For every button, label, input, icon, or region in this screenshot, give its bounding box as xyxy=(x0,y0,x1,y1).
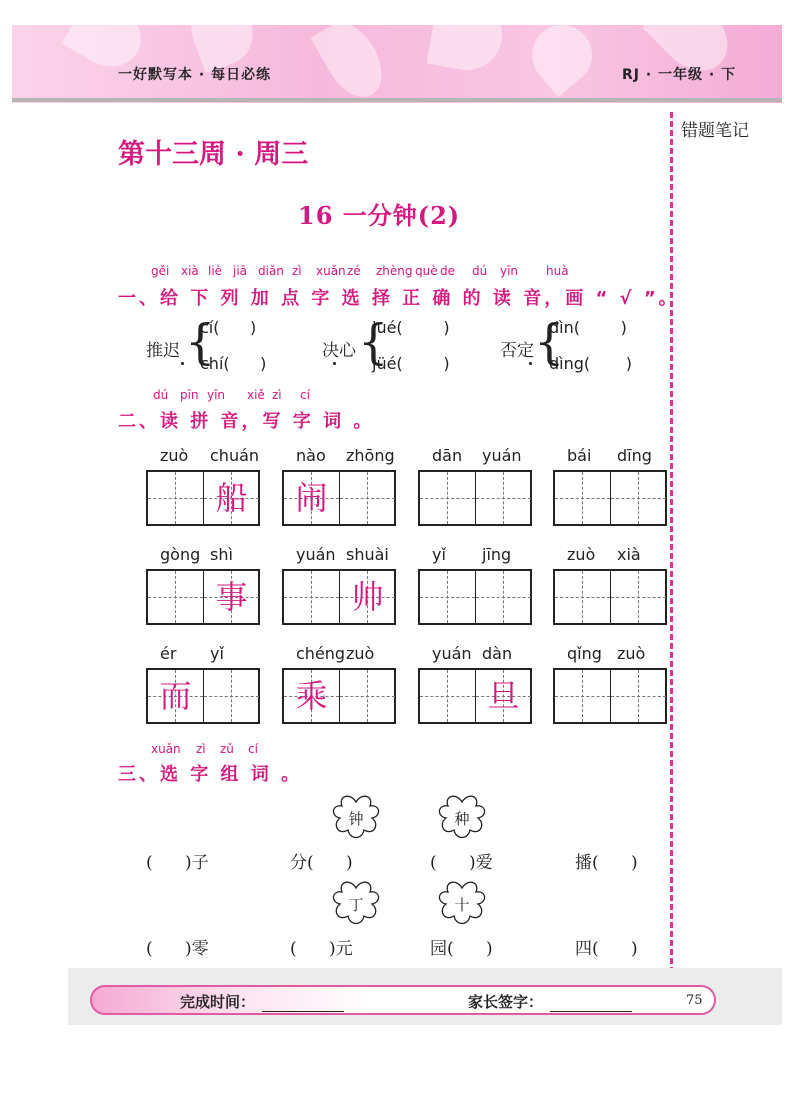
handwritten-char: 旦 xyxy=(487,677,520,715)
grid-cell[interactable] xyxy=(610,571,666,623)
handwritten-char: 闹 xyxy=(295,479,328,517)
grid-pinyin: dàn xyxy=(482,644,513,663)
fill-blank[interactable]: ( )爱 xyxy=(430,853,493,873)
week-title: 第十三周 · 周三 xyxy=(118,139,309,170)
guide-line-vertical xyxy=(175,571,176,623)
q1-option-3a[interactable]: dìn( ) xyxy=(549,318,627,337)
grid-pinyin: yuán xyxy=(482,446,522,465)
writing-grid[interactable] xyxy=(418,569,532,625)
grid-cell[interactable] xyxy=(339,670,395,722)
grid-pinyin: yǐ xyxy=(210,644,224,663)
grid-cell[interactable] xyxy=(610,670,666,722)
page-number: 75 xyxy=(686,993,703,1008)
handwritten-char: 而 xyxy=(159,677,192,715)
guide-line-vertical xyxy=(231,670,232,722)
pinyin-annotation: yīn xyxy=(207,388,226,402)
fill-blank[interactable]: ( )子 xyxy=(146,853,209,873)
grid-pinyin: dān xyxy=(432,446,463,465)
guide-line-vertical xyxy=(638,472,639,524)
flower-char: 钟 xyxy=(348,810,364,828)
handwritten-char: 事 xyxy=(215,578,248,616)
grid-cell[interactable] xyxy=(555,472,610,524)
flower-char: 丁 xyxy=(348,896,364,914)
pinyin-annotation: dú xyxy=(153,388,169,402)
pinyin-annotation: xuǎn xyxy=(151,742,181,756)
pinyin-annotation: diǎn xyxy=(258,264,284,278)
parent-signature-label: 家长签字： xyxy=(468,993,544,1011)
grid-pinyin: qǐng xyxy=(567,644,602,663)
section2-title: 二、读 拼 音，写 字 词 。 xyxy=(118,411,375,432)
q1-option-2a[interactable]: jué( ) xyxy=(372,318,450,337)
grid-cell[interactable] xyxy=(284,472,339,524)
handwritten-char: 乘 xyxy=(295,677,328,715)
grid-pinyin: zuò xyxy=(346,644,375,663)
grid-cell[interactable] xyxy=(284,670,339,722)
grid-cell[interactable] xyxy=(555,670,610,722)
grid-cell[interactable] xyxy=(339,472,395,524)
grid-cell[interactable] xyxy=(148,571,203,623)
handwritten-char: 帅 xyxy=(351,578,384,616)
emphasis-dot xyxy=(529,362,532,365)
grid-pinyin: shì xyxy=(210,545,233,564)
handwritten-char: 船 xyxy=(215,479,248,517)
q1-option-1b[interactable]: chí( ) xyxy=(200,354,267,373)
grid-cell[interactable] xyxy=(420,472,475,524)
writing-grid[interactable] xyxy=(282,668,396,724)
header-series-title: 一好默写本 · 每日必练 xyxy=(118,67,272,83)
guide-line-vertical xyxy=(503,571,504,623)
grid-cell[interactable] xyxy=(555,571,610,623)
pinyin-annotation: jiā xyxy=(233,264,248,278)
grid-pinyin: zhōng xyxy=(346,446,395,465)
completion-time-label: 完成时间： xyxy=(180,993,256,1011)
writing-grid[interactable] xyxy=(282,569,396,625)
guide-line-vertical xyxy=(582,571,583,623)
guide-line-vertical xyxy=(367,472,368,524)
q1-word-2: 决心 xyxy=(322,341,356,361)
grid-cell[interactable] xyxy=(148,472,203,524)
completion-time-line[interactable] xyxy=(262,1011,344,1012)
q1-word-3: 否定 xyxy=(500,341,534,361)
flower-char-box xyxy=(330,794,382,842)
pinyin-annotation: cí xyxy=(248,742,258,756)
grid-pinyin: chéng xyxy=(296,644,346,663)
pinyin-annotation: cí xyxy=(300,388,310,402)
grid-pinyin: zuò xyxy=(160,446,189,465)
flower-char: 十 xyxy=(454,896,470,914)
fill-blank[interactable]: 园( ) xyxy=(430,939,493,959)
writing-grid[interactable] xyxy=(418,470,532,526)
writing-grid[interactable] xyxy=(146,569,260,625)
q1-option-2b[interactable]: jüé( ) xyxy=(372,354,450,373)
brace: { xyxy=(534,314,565,370)
fill-blank[interactable]: ( )零 xyxy=(146,939,209,959)
grid-pinyin: yǐ xyxy=(432,545,446,564)
grid-pinyin: nào xyxy=(296,446,326,465)
grid-pinyin: bái xyxy=(567,446,592,465)
grid-pinyin: gòng xyxy=(160,545,201,564)
grid-cell[interactable] xyxy=(475,571,531,623)
guide-line-vertical xyxy=(447,472,448,524)
pinyin-annotation: zhèng xyxy=(376,264,413,278)
fill-blank[interactable]: 四( ) xyxy=(575,939,638,959)
flower-char-box xyxy=(436,880,488,928)
writing-grid[interactable] xyxy=(146,668,260,724)
grid-cell[interactable] xyxy=(203,472,259,524)
pinyin-annotation: de xyxy=(440,264,455,278)
brace: { xyxy=(185,314,216,370)
guide-line-vertical xyxy=(175,472,176,524)
q1-option-3b[interactable]: dìng( ) xyxy=(549,354,632,373)
emphasis-dot xyxy=(181,362,184,365)
writing-grid[interactable] xyxy=(146,470,260,526)
flower-char-box xyxy=(436,794,488,842)
writing-grid[interactable] xyxy=(418,668,532,724)
fill-blank[interactable]: 分( ) xyxy=(290,853,353,873)
pinyin-annotation: pīn xyxy=(180,388,199,402)
flower-char-box xyxy=(330,880,382,928)
guide-line-vertical xyxy=(447,571,448,623)
pinyin-annotation: liè xyxy=(208,264,223,278)
fill-blank[interactable]: ( )元 xyxy=(290,939,353,959)
flower-char: 种 xyxy=(454,810,470,828)
header-grade-label: RJ · 一年级 · 下 xyxy=(622,67,737,83)
writing-grid[interactable] xyxy=(553,569,667,625)
pinyin-annotation: zì xyxy=(272,388,282,402)
grid-cell[interactable] xyxy=(284,571,339,623)
emphasis-dot xyxy=(333,362,336,365)
pinyin-annotation: dú xyxy=(472,264,488,278)
grid-pinyin: xià xyxy=(617,545,641,564)
grid-cell[interactable] xyxy=(203,670,259,722)
section1-title: 一、给 下 列 加 点 字 选 择 正 确 的 读 音，画 “ √ ”。 xyxy=(118,288,680,309)
grid-cell[interactable] xyxy=(475,472,531,524)
guide-line-vertical xyxy=(582,472,583,524)
guide-line-vertical xyxy=(503,472,504,524)
grid-pinyin: jīng xyxy=(482,545,512,564)
notes-divider xyxy=(670,112,673,982)
pinyin-annotation: zì xyxy=(292,264,302,278)
grid-pinyin: shuài xyxy=(346,545,389,564)
section3-title: 三、选 字 组 词 。 xyxy=(118,764,303,785)
grid-cell[interactable] xyxy=(420,571,475,623)
header-divider xyxy=(12,98,782,102)
grid-cell[interactable] xyxy=(203,571,259,623)
grid-pinyin: chuán xyxy=(210,446,260,465)
pinyin-annotation: yīn xyxy=(500,264,519,278)
guide-line-vertical xyxy=(311,571,312,623)
brace: { xyxy=(358,314,389,370)
grid-pinyin: yuán xyxy=(432,644,472,663)
pinyin-annotation: xuǎn xyxy=(316,264,346,278)
grid-cell[interactable] xyxy=(148,670,203,722)
grid-pinyin: zuò xyxy=(567,545,596,564)
pinyin-annotation: gěi xyxy=(151,264,170,278)
error-notes-title: 错题笔记 xyxy=(681,121,749,141)
grid-pinyin: yuán xyxy=(296,545,336,564)
grid-cell[interactable] xyxy=(420,670,475,722)
q1-option-1a[interactable]: cí( ) xyxy=(200,318,257,337)
guide-line-vertical xyxy=(367,670,368,722)
grid-cell[interactable] xyxy=(475,670,531,722)
guide-line-vertical xyxy=(638,670,639,722)
writing-grid[interactable] xyxy=(282,470,396,526)
pinyin-annotation: zì xyxy=(196,742,206,756)
pinyin-annotation: xiě xyxy=(247,388,265,402)
grid-pinyin: zuò xyxy=(617,644,646,663)
pinyin-annotation: xià xyxy=(181,264,199,278)
pinyin-annotation: zǔ xyxy=(220,742,234,756)
parent-signature-line[interactable] xyxy=(550,1011,632,1012)
writing-grid[interactable] xyxy=(553,470,667,526)
guide-line-vertical xyxy=(447,670,448,722)
pinyin-annotation: huà xyxy=(546,264,569,278)
guide-line-vertical xyxy=(638,571,639,623)
q1-word-1: 推迟 xyxy=(146,341,180,361)
grid-pinyin: ér xyxy=(160,644,177,663)
grid-cell[interactable] xyxy=(610,472,666,524)
writing-grid[interactable] xyxy=(553,668,667,724)
grid-cell[interactable] xyxy=(339,571,395,623)
guide-line-vertical xyxy=(582,670,583,722)
lesson-title: 16 一分钟(2) xyxy=(298,201,461,230)
pinyin-annotation: què xyxy=(415,264,438,278)
fill-blank[interactable]: 播( ) xyxy=(575,853,638,873)
grid-pinyin: dīng xyxy=(617,446,652,465)
pinyin-annotation: zé xyxy=(347,264,361,278)
